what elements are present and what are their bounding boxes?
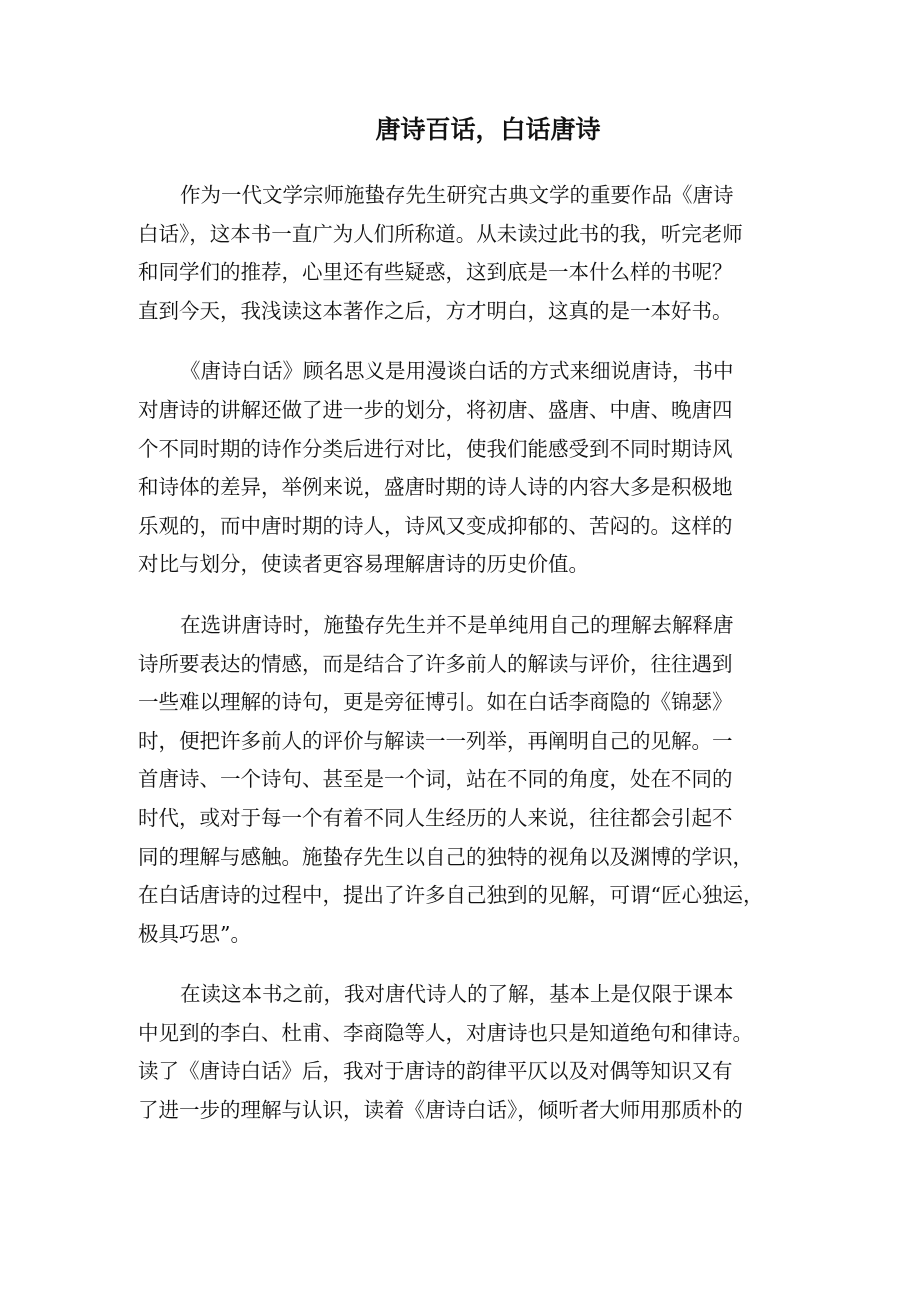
paragraph-line: 在白话唐诗的过程中，提出了许多自己独到的见解，可谓“匠心独运， [138, 883, 764, 908]
paragraph-line: 在读这本书之前，我对唐代诗人的了解，基本上是仅限于课本 [180, 982, 734, 1007]
paragraph-line: 作为一代文学宗师施蛰存先生研究古典文学的重要作品《唐诗 [180, 183, 734, 207]
paragraph [138, 176, 788, 330]
document-body [138, 176, 788, 1152]
paragraph [138, 975, 788, 1129]
paragraph-line: 同的理解与感触。施蛰存先生以自己的独特的视角以及渊博的学识， [138, 844, 753, 869]
paragraph [138, 606, 788, 953]
paragraph-line: 诗所要表达的情感，而是结合了许多前人的解读与评价，往往遇到 [138, 651, 733, 676]
paragraph-line: 首唐诗、一个诗句、甚至是一个词，站在不同的角度，处在不同的 [138, 767, 733, 792]
paragraph-line: 读了《唐诗白话》后，我对于唐诗的韵律平仄以及对偶等知识又有 [138, 1059, 733, 1084]
paragraph-line: 时代，或对于每一个有着不同人生经历的人来说，往往都会引起不 [138, 805, 733, 830]
paragraph-line: 和诗体的差异，举例来说，盛唐时期的诗人诗的内容大多是积极地 [138, 475, 733, 500]
paragraph-line: 和同学们的推荐，心里还有些疑惑，这到底是一本什么样的书呢？ [138, 260, 733, 285]
paragraph-line: 中见到的李白、杜甫、李商隐等人，对唐诗也只是知道绝句和律诗。 [138, 1020, 753, 1045]
paragraph [138, 352, 788, 584]
document-title: 唐诗百话，白话唐诗 [375, 115, 601, 144]
paragraph-line: 白话》，这本书一直广为人们所称道。从未读过此书的我，听完老师 [138, 221, 743, 246]
paragraph-line: 《唐诗白话》顾名思义是用漫谈白话的方式来细说唐诗，书中 [180, 359, 734, 384]
paragraph-line: 一些难以理解的诗句，更是旁征博引。如在白话李商隐的《锦瑟》 [138, 690, 733, 715]
paragraph-line: 对唐诗的讲解还做了进一步的划分，将初唐、盛唐、中唐、晚唐四 [138, 397, 733, 422]
paragraph-line: 在选讲唐诗时，施蛰存先生并不是单纯用自己的理解去解释唐 [180, 612, 734, 637]
paragraph-line: 对比与划分，使读者更容易理解唐诗的历史价值。 [138, 552, 589, 577]
paragraph-line: 极具巧思”。 [138, 921, 251, 946]
paragraph-line: 了进一步的理解与认识，读着《唐诗白话》，倾听者大师用那质朴的 [138, 1098, 743, 1123]
paragraph-line: 时，便把许多前人的评价与解读一一列举，再阐明自己的见解。一 [138, 728, 733, 753]
paragraph-line: 乐观的，而中唐时期的诗人，诗风又变成抑郁的、苦闷的。这样的 [138, 513, 733, 538]
paragraph-line: 直到今天，我浅读这本著作之后，方才明白，这真的是一本好书。 [138, 298, 733, 323]
paragraph-line: 个不同时期的诗作分类后进行对比，使我们能感受到不同时期诗风 [138, 436, 733, 461]
